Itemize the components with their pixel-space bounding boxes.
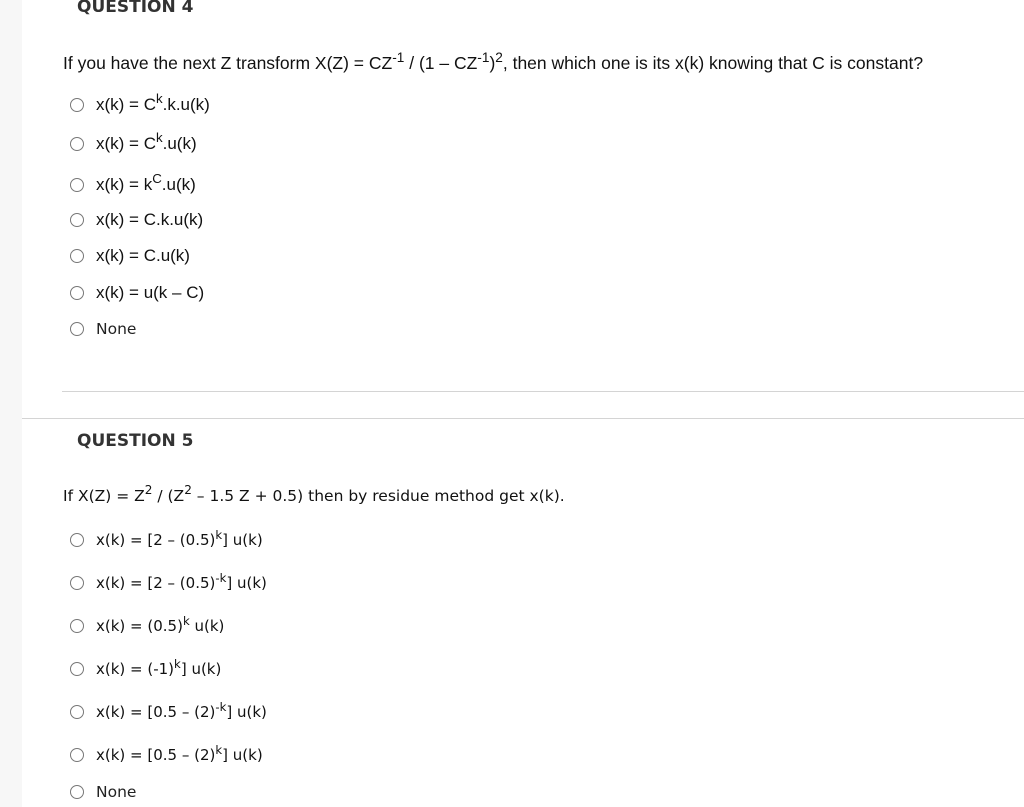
option-text: .u(k) <box>162 134 197 153</box>
option-text: .u(k) <box>161 175 196 194</box>
option-label <box>96 527 263 549</box>
option-text: ] u(k) <box>180 660 222 678</box>
section-divider <box>22 418 1024 419</box>
option-label <box>96 656 222 678</box>
q4-option-6[interactable] <box>70 281 204 305</box>
radio-button[interactable] <box>70 178 84 192</box>
radio-button[interactable] <box>70 748 84 762</box>
prompt-superscript: 2 <box>144 483 153 498</box>
q5-option-3[interactable] <box>70 614 224 638</box>
option-text: u(k) <box>189 617 225 635</box>
option-label <box>96 570 267 592</box>
q4-option-4[interactable] <box>70 208 203 232</box>
option-text: ] u(k) <box>222 531 263 549</box>
q5-option-1[interactable] <box>70 528 263 552</box>
q5-option-6[interactable] <box>70 743 263 767</box>
option-label: x(k) = C.u(k) <box>96 246 190 265</box>
radio-button[interactable] <box>70 98 84 112</box>
option-text: x(k) = [2 – (0.5) <box>96 531 216 549</box>
option-text: .k.u(k) <box>162 95 210 114</box>
prompt-superscript: 2 <box>495 49 503 65</box>
prompt-text: , then which one is its x(k) knowing that C is constant? <box>502 53 924 73</box>
option-superscript: k <box>215 527 223 542</box>
radio-button[interactable] <box>70 213 84 227</box>
option-label: x(k) = C.k.u(k) <box>96 210 204 229</box>
question-4-title: QUESTION 4 <box>77 0 194 17</box>
option-label <box>96 170 196 195</box>
option-superscript: -k <box>215 699 227 714</box>
prompt-text: / (Z <box>152 487 185 505</box>
prompt-superscript: -1 <box>392 49 405 65</box>
radio-button[interactable] <box>70 137 84 151</box>
option-label <box>96 699 267 721</box>
q4-option-3[interactable] <box>70 170 196 197</box>
option-superscript: k <box>155 90 163 106</box>
option-superscript: C <box>152 170 162 186</box>
radio-button[interactable] <box>70 249 84 263</box>
option-text: ] u(k) <box>222 746 263 764</box>
prompt-superscript: 2 <box>184 483 192 498</box>
q4-option-none[interactable] <box>70 317 136 341</box>
option-label <box>96 742 263 764</box>
option-label: None <box>96 320 137 338</box>
prompt-text: – 1.5 Z + 0.5) then by residue method get x(k). <box>191 487 565 505</box>
option-label <box>96 129 197 154</box>
prompt-superscript: -1 <box>477 49 490 65</box>
prompt-text: If you have the next Z transform X(Z) = CZ <box>63 53 393 73</box>
option-text: ] u(k) <box>226 574 267 592</box>
option-text: x(k) = (-1) <box>96 660 175 678</box>
question-5-title: QUESTION 5 <box>77 431 194 451</box>
q5-option-2[interactable] <box>70 571 267 595</box>
option-superscript: k <box>182 613 190 628</box>
radio-button[interactable] <box>70 662 84 676</box>
option-text: x(k) = [0.5 – (2) <box>96 703 216 721</box>
option-text: x(k) = C <box>96 95 156 114</box>
prompt-text: If X(Z) = Z <box>63 487 145 505</box>
option-text: x(k) = k <box>96 175 153 194</box>
option-text: x(k) = [0.5 – (2) <box>96 746 216 764</box>
q5-option-none[interactable] <box>70 780 136 804</box>
option-label <box>96 90 210 115</box>
q4-option-5[interactable] <box>70 244 190 268</box>
radio-button[interactable] <box>70 576 84 590</box>
option-superscript: k <box>155 129 163 145</box>
option-text: x(k) = [2 – (0.5) <box>96 574 216 592</box>
question-5-prompt <box>63 483 565 505</box>
q4-option-1[interactable] <box>70 90 210 117</box>
q5-option-5[interactable] <box>70 700 267 724</box>
radio-button[interactable] <box>70 322 84 336</box>
option-label: x(k) = u(k – C) <box>96 283 205 302</box>
option-superscript: k <box>215 742 223 757</box>
option-label: None <box>96 783 137 801</box>
radio-button[interactable] <box>70 785 84 799</box>
option-text: x(k) = C <box>96 134 156 153</box>
radio-button[interactable] <box>70 533 84 547</box>
radio-button[interactable] <box>70 705 84 719</box>
question-4-prompt <box>63 49 924 74</box>
option-superscript: -k <box>215 570 227 585</box>
q4-option-2[interactable] <box>70 129 197 156</box>
question-divider <box>62 391 1024 392</box>
radio-button[interactable] <box>70 286 84 300</box>
radio-button[interactable] <box>70 619 84 633</box>
prompt-text: ) <box>489 53 496 73</box>
q5-option-4[interactable] <box>70 657 221 681</box>
option-label <box>96 613 225 635</box>
left-gutter <box>0 0 22 807</box>
option-superscript: k <box>174 656 181 671</box>
option-text: ] u(k) <box>226 703 267 721</box>
prompt-text: / (1 – CZ <box>404 53 478 73</box>
option-text: x(k) = (0.5) <box>96 617 183 635</box>
